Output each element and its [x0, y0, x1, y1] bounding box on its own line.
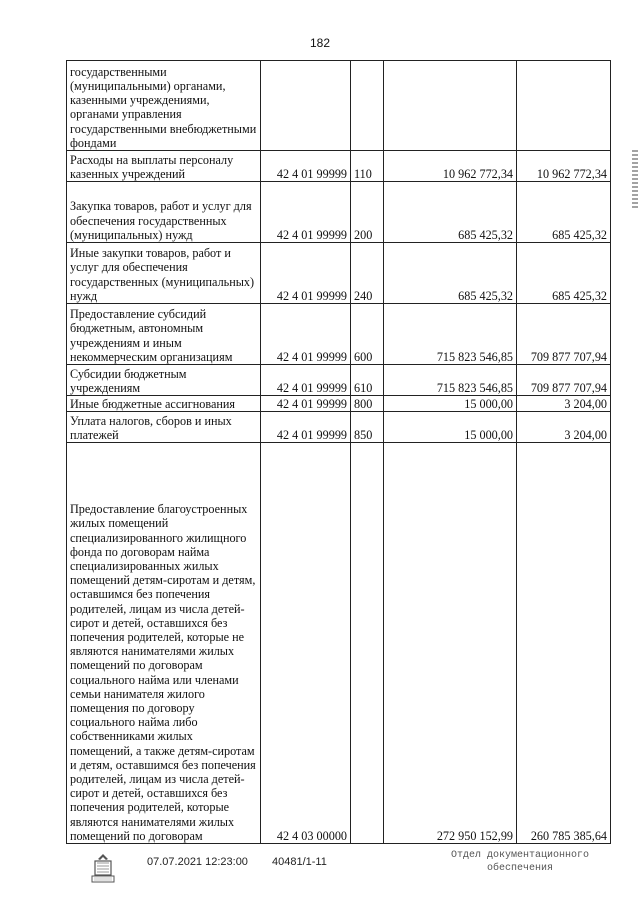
stamp-line-2: обеспечения — [486, 863, 553, 874]
row-type: 600 — [351, 304, 384, 365]
row-amount-1: 15 000,00 — [384, 412, 517, 443]
row-type — [351, 443, 384, 844]
table-row — [67, 243, 611, 304]
row-amount-2: 685 425,32 — [517, 182, 611, 243]
table-row — [67, 182, 611, 243]
coat-of-arms-icon — [86, 851, 120, 885]
row-type: 110 — [351, 151, 384, 182]
row-name: Иные закупки товаров, работ и услуг для обеспечения государственных (муниципальных) нужд — [67, 243, 261, 304]
row-name: Предоставление субсидий бюджетным, автономным учреждениям и иным некоммерческим организациям — [67, 304, 261, 365]
row-name: Иные бюджетные ассигнования — [67, 396, 261, 412]
row-code: 42 4 01 99999 — [261, 182, 351, 243]
footer-date: 07.07.2021 12:23:00 — [147, 856, 248, 868]
row-name: Расходы на выплаты персоналу казенных учреждений — [67, 151, 261, 182]
row-name: Субсидии бюджетным учреждениям — [67, 365, 261, 396]
row-amount-2: 260 785 385,64 — [517, 443, 611, 844]
row-amount-1: 685 425,32 — [384, 243, 517, 304]
row-code: 42 4 01 99999 — [261, 396, 351, 412]
row-code: 42 4 03 00000 — [261, 443, 351, 844]
row-amount-1: 272 950 152,99 — [384, 443, 517, 844]
row-code: 42 4 01 99999 — [261, 151, 351, 182]
row-name: Уплата налогов, сборов и иных платежей — [67, 412, 261, 443]
table-row — [67, 304, 611, 365]
table-row — [67, 412, 611, 443]
row-name: Закупка товаров, работ и услуг для обеспечения государственных (муниципальных) нужд — [67, 182, 261, 243]
row-type: 850 — [351, 412, 384, 443]
row-amount-1 — [384, 61, 517, 151]
row-type: 200 — [351, 182, 384, 243]
row-code: 42 4 01 99999 — [261, 365, 351, 396]
row-amount-1: 685 425,32 — [384, 182, 517, 243]
row-name: Предоставление благоустроенных жилых помещений специализированного жилищного фонда по договорам найма специализированных жилых помещений детям-сиротам и детям, оставшимся без попечения родителей, лицам из числа детей-сирот и детей, оставшихся без попечения родителей, которые не являются нанимателями жилых помещений по договорам социального найма или членами семьи нанимателя жилого помещения по договору социального найма либо собственниками жилых помещений, а также детям-сиротам и детям, оставшимся без попечения родителей, лицам из числа детей-сирот и детей, оставшихся без попечения родителей, которые являются нанимателями жилых помещений по договорам — [67, 443, 261, 844]
row-type — [351, 61, 384, 151]
stamp-line-1: Отдел документационного — [450, 850, 590, 861]
row-amount-1: 715 823 546,85 — [384, 365, 517, 396]
row-amount-1: 15 000,00 — [384, 396, 517, 412]
budget-table — [66, 60, 611, 844]
row-type: 800 — [351, 396, 384, 412]
page-number: 182 — [309, 36, 331, 50]
footer — [0, 850, 640, 893]
table-row — [67, 396, 611, 412]
row-type: 240 — [351, 243, 384, 304]
row-code: 42 4 01 99999 — [261, 412, 351, 443]
footer-doc-number: 40481/1-11 — [272, 856, 327, 868]
row-amount-2: 3 204,00 — [517, 412, 611, 443]
row-amount-2: 10 962 772,34 — [517, 151, 611, 182]
table-row — [67, 151, 611, 182]
scan-edge-mark — [632, 150, 638, 210]
row-code: 42 4 01 99999 — [261, 243, 351, 304]
row-amount-1: 715 823 546,85 — [384, 304, 517, 365]
row-amount-1: 10 962 772,34 — [384, 151, 517, 182]
row-amount-2: 3 204,00 — [517, 396, 611, 412]
row-code — [261, 61, 351, 151]
row-amount-2: 709 877 707,94 — [517, 365, 611, 396]
row-amount-2: 709 877 707,94 — [517, 304, 611, 365]
row-type: 610 — [351, 365, 384, 396]
table-row — [67, 365, 611, 396]
table-row — [67, 443, 611, 844]
row-code: 42 4 01 99999 — [261, 304, 351, 365]
row-amount-2: 685 425,32 — [517, 243, 611, 304]
row-name: государственными (муниципальными) органами, казенными учреждениями, органами управления государственными внебюджетными фондами — [67, 61, 261, 151]
table-row — [67, 61, 611, 151]
row-amount-2 — [517, 61, 611, 151]
department-stamp — [440, 849, 600, 875]
